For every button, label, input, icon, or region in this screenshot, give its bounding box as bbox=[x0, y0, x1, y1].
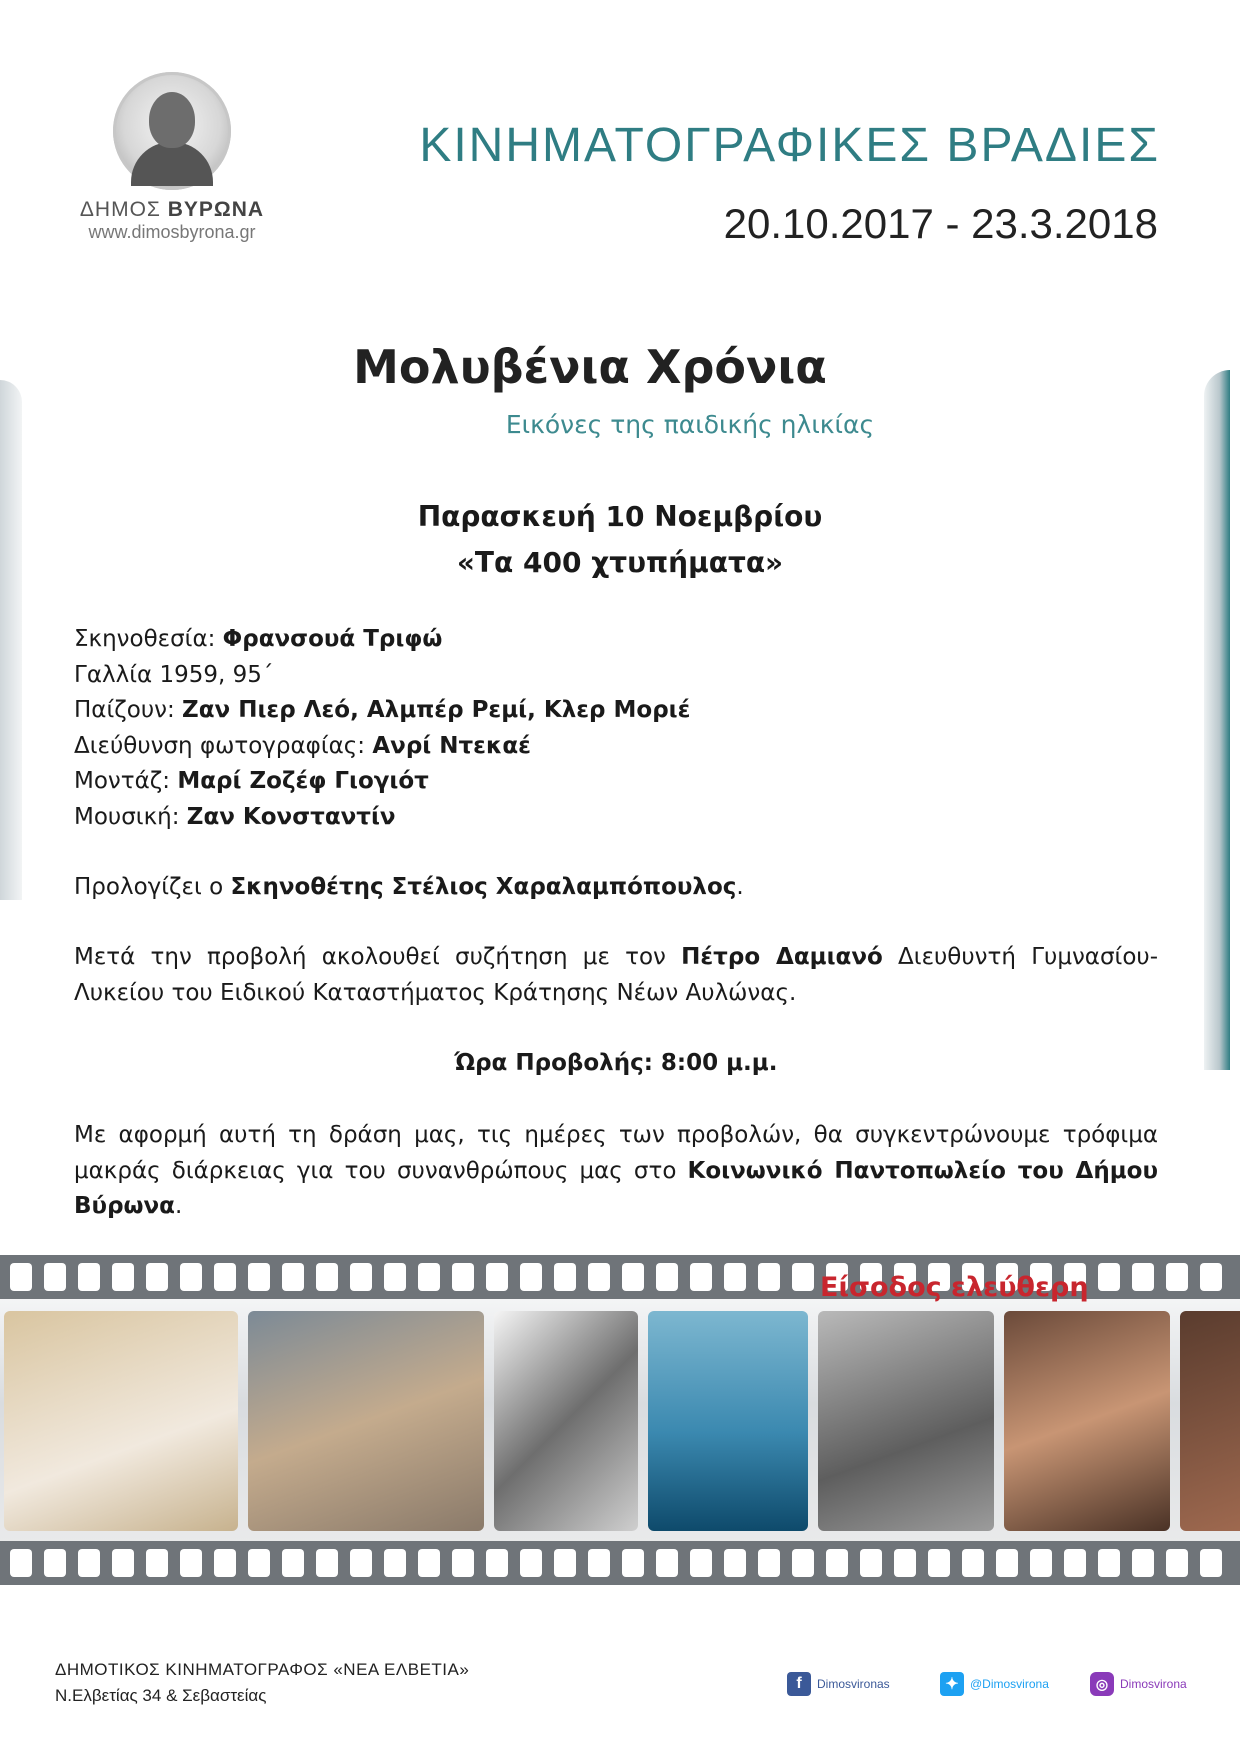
film-hole bbox=[1132, 1549, 1154, 1577]
film-hole bbox=[588, 1263, 610, 1291]
film-hole bbox=[690, 1263, 712, 1291]
left-swoosh-decoration bbox=[0, 380, 22, 900]
film-hole bbox=[10, 1549, 32, 1577]
film-hole bbox=[350, 1263, 372, 1291]
film-hole bbox=[418, 1549, 440, 1577]
film-hole bbox=[758, 1549, 780, 1577]
film-hole bbox=[656, 1549, 678, 1577]
film-hole bbox=[860, 1549, 882, 1577]
film-hole bbox=[520, 1549, 542, 1577]
film-credits bbox=[74, 622, 1164, 835]
film-hole bbox=[146, 1263, 168, 1291]
film-hole bbox=[1098, 1549, 1120, 1577]
series-subtitle: Εικόνες της παιδικής ηλικίας bbox=[505, 410, 875, 439]
film-hole bbox=[554, 1549, 576, 1577]
film-hole bbox=[1030, 1549, 1052, 1577]
facebook-link[interactable] bbox=[787, 1672, 890, 1696]
film-hole bbox=[112, 1263, 134, 1291]
municipality-logo bbox=[62, 72, 282, 243]
film-hole bbox=[248, 1263, 270, 1291]
film-hole bbox=[1098, 1263, 1120, 1291]
intro-paragraph: Προλογίζει ο Σκηνοθέτης Στέλιος Χαραλαμπόπουλος. bbox=[74, 874, 744, 900]
film-hole bbox=[724, 1549, 746, 1577]
film-hole bbox=[78, 1263, 100, 1291]
film-hole bbox=[44, 1549, 66, 1577]
credit-line: Διεύθυνση φωτογραφίας: Ανρί Ντεκαέ bbox=[74, 732, 531, 759]
film-hole bbox=[486, 1549, 508, 1577]
film-hole bbox=[78, 1549, 100, 1577]
film-still-frame bbox=[648, 1311, 808, 1531]
twitter-icon: ✦ bbox=[940, 1672, 964, 1696]
showtime: Ώρα Προβολής: 8:00 μ.μ. bbox=[454, 1050, 778, 1076]
film-hole bbox=[1132, 1263, 1154, 1291]
film-hole bbox=[792, 1263, 814, 1291]
film-hole bbox=[146, 1549, 168, 1577]
film-hole bbox=[792, 1549, 814, 1577]
film-hole bbox=[1200, 1549, 1222, 1577]
film-hole bbox=[10, 1263, 32, 1291]
film-hole bbox=[214, 1263, 236, 1291]
instagram-handle: Dimosvirona bbox=[1120, 1677, 1187, 1691]
film-hole bbox=[384, 1263, 406, 1291]
film-hole bbox=[622, 1263, 644, 1291]
film-hole bbox=[350, 1549, 372, 1577]
footer-cinema-name: ΔΗΜΟΤΙΚΟΣ ΚΙΝΗΜΑΤΟΓΡΑΦΟΣ «ΝΕΑ ΕΛΒΕΤΙΑ» bbox=[55, 1660, 470, 1679]
film-hole bbox=[282, 1549, 304, 1577]
film-hole bbox=[690, 1549, 712, 1577]
credit-line: Παίζουν: Ζαν Πιερ Λεό, Αλμπέρ Ρεμί, Κλερ Μοριέ bbox=[74, 697, 691, 723]
film-still-frame bbox=[818, 1311, 994, 1531]
film-hole bbox=[316, 1549, 338, 1577]
film-hole bbox=[1064, 1549, 1086, 1577]
credit-line: Γαλλία 1959, 95΄ bbox=[74, 661, 274, 688]
film-hole bbox=[1166, 1549, 1188, 1577]
film-title: «Τα 400 χτυπήματα» bbox=[456, 546, 784, 579]
series-title: Μολυβένια Χρόνια bbox=[353, 340, 827, 394]
film-hole bbox=[384, 1549, 406, 1577]
twitter-link[interactable] bbox=[940, 1672, 1049, 1696]
donation-paragraph: Με αφορμή αυτή τη δράση μας, τις ημέρες των προβολών, θα συγκεντρώνουμε τρόφιμα μακράς διάρκειας για του συνανθρώπους μας στο Κοινωνικό Παντοπωλείο του Δήμου Βύρωνα. bbox=[74, 1122, 1158, 1219]
filmstrip-banner bbox=[0, 1255, 1240, 1585]
film-still-frame bbox=[494, 1311, 638, 1531]
film-hole bbox=[316, 1263, 338, 1291]
film-hole bbox=[520, 1263, 542, 1291]
credit-line: Μουσική: Ζαν Κονσταντίν bbox=[74, 803, 396, 830]
film-still-frame bbox=[248, 1311, 484, 1531]
municipality-url: www.dimosbyrona.gr bbox=[88, 222, 256, 242]
footer-address: Ν.Ελβετίας 34 & Σεβαστείας bbox=[55, 1686, 267, 1705]
film-still-frame bbox=[4, 1311, 238, 1531]
film-perforations-bottom bbox=[0, 1541, 1240, 1585]
facebook-handle: Dimosvironas bbox=[817, 1677, 890, 1691]
screening-date: Παρασκευή 10 Νοεμβρίου bbox=[417, 500, 823, 533]
film-hole bbox=[452, 1549, 474, 1577]
film-hole bbox=[656, 1263, 678, 1291]
film-hole bbox=[1200, 1263, 1222, 1291]
film-hole bbox=[180, 1263, 202, 1291]
facebook-icon: f bbox=[787, 1672, 811, 1696]
film-hole bbox=[248, 1549, 270, 1577]
instagram-icon: ◎ bbox=[1090, 1672, 1114, 1696]
film-hole bbox=[588, 1549, 610, 1577]
film-hole bbox=[282, 1263, 304, 1291]
portrait-medal-icon bbox=[113, 72, 231, 190]
film-hole bbox=[996, 1549, 1018, 1577]
municipality-name: ΔΗΜΟΣ ΒΥΡΩΝΑ bbox=[79, 198, 265, 221]
film-hole bbox=[452, 1263, 474, 1291]
film-hole bbox=[622, 1549, 644, 1577]
discussion-paragraph: Μετά την προβολή ακολουθεί συζήτηση με τον Πέτρο Δαμιανό Διευθυντή Γυμνασίου-Λυκείου του Ειδικού Καταστήματος Κράτησης Νέων Αυλώνας. bbox=[74, 944, 1158, 1006]
credit-line: Μοντάζ: Μαρί Ζοζέφ Γιογιότ bbox=[74, 768, 429, 794]
film-hole bbox=[554, 1263, 576, 1291]
twitter-handle: @Dimosvirona bbox=[970, 1677, 1049, 1691]
film-hole bbox=[826, 1549, 848, 1577]
film-hole bbox=[758, 1263, 780, 1291]
film-hole bbox=[724, 1263, 746, 1291]
instagram-link[interactable] bbox=[1090, 1672, 1187, 1696]
free-entry-label: Είσοδος ελεύθερη bbox=[820, 1272, 1089, 1303]
credit-line: Σκηνοθεσία: Φρανσουά Τριφώ bbox=[74, 626, 443, 652]
film-hole bbox=[180, 1549, 202, 1577]
film-hole bbox=[112, 1549, 134, 1577]
film-hole bbox=[486, 1263, 508, 1291]
event-dates: 20.10.2017 - 23.3.2018 bbox=[723, 200, 1158, 247]
event-title: ΚΙΝΗΜΑΤΟΓΡΑΦΙΚΕΣ ΒΡΑΔΙΕΣ bbox=[419, 119, 1160, 172]
film-still-frame bbox=[1180, 1311, 1240, 1531]
film-hole bbox=[894, 1549, 916, 1577]
film-hole bbox=[962, 1549, 984, 1577]
film-hole bbox=[928, 1549, 950, 1577]
film-hole bbox=[418, 1263, 440, 1291]
film-hole bbox=[44, 1263, 66, 1291]
film-hole bbox=[1166, 1263, 1188, 1291]
film-hole bbox=[214, 1549, 236, 1577]
film-still-frame bbox=[1004, 1311, 1170, 1531]
right-swoosh-decoration bbox=[1204, 370, 1230, 1070]
